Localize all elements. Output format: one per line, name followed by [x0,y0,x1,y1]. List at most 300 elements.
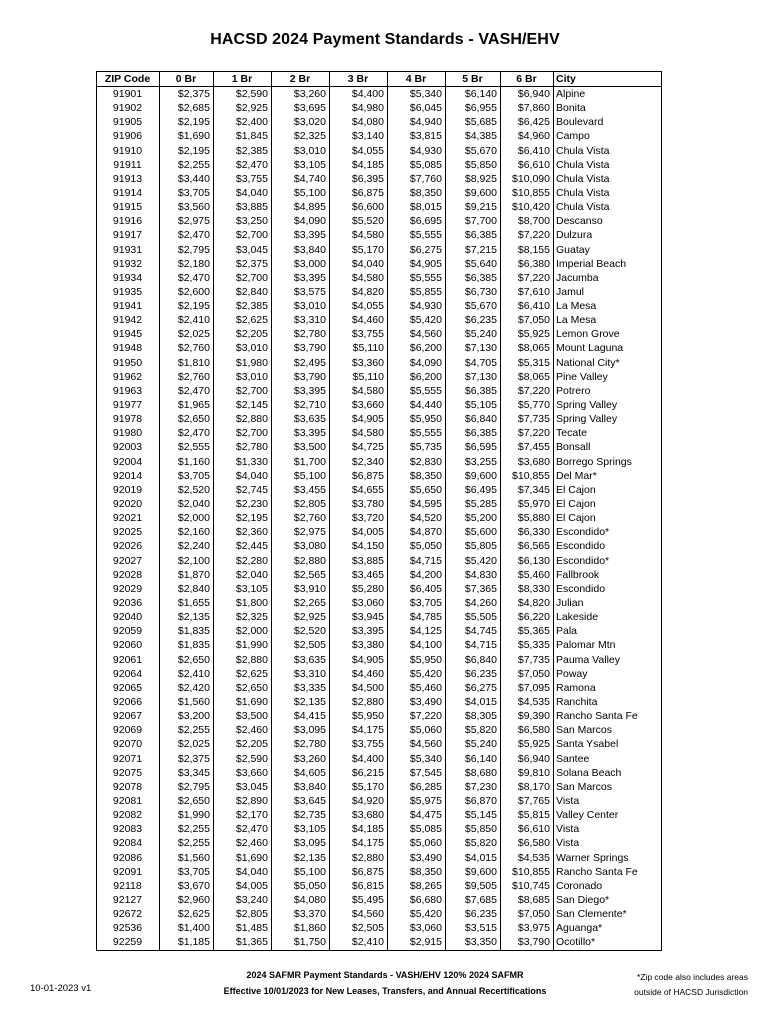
cell-rent-2br: $2,565 [272,568,330,582]
cell-rent-5br: $6,385 [446,271,501,285]
cell-zip: 91935 [97,285,160,299]
cell-rent-6br: $6,565 [501,540,554,554]
table-row [97,837,662,851]
cell-rent-6br: $4,535 [501,851,554,865]
cell-rent-0br: $3,670 [160,879,214,893]
cell-zip: 92672 [97,907,160,921]
cell-city: Chula Vista [554,186,662,200]
cell-zip: 92075 [97,766,160,780]
cell-rent-1br: $2,000 [214,624,272,638]
cell-rent-4br: $4,560 [388,328,446,342]
cell-rent-0br: $2,255 [160,158,214,172]
cell-rent-4br: $5,060 [388,837,446,851]
cell-rent-6br: $3,790 [501,936,554,951]
cell-rent-6br: $6,380 [501,257,554,271]
cell-zip: 91945 [97,328,160,342]
cell-rent-6br: $8,065 [501,342,554,356]
cell-rent-3br: $6,215 [330,766,388,780]
cell-rent-6br: $7,610 [501,285,554,299]
cell-rent-2br: $4,415 [272,709,330,723]
footnote-line-1: *Zip code also includes areas [636,972,748,982]
cell-rent-1br: $2,650 [214,681,272,695]
cell-city: Ranchita [554,695,662,709]
cell-rent-5br: $7,215 [446,243,501,257]
cell-city: Pauma Valley [554,653,662,667]
cell-rent-0br: $3,705 [160,469,214,483]
cell-rent-3br: $2,880 [330,695,388,709]
cell-rent-5br: $6,385 [446,229,501,243]
cell-rent-0br: $2,375 [160,752,214,766]
cell-rent-1br: $2,400 [214,115,272,129]
cell-rent-3br: $4,560 [330,907,388,921]
cell-rent-4br: $8,015 [388,200,446,214]
cell-rent-2br: $3,000 [272,257,330,271]
cell-rent-5br: $5,600 [446,526,501,540]
cell-rent-2br: $3,335 [272,681,330,695]
cell-zip: 91942 [97,313,160,327]
cell-zip: 92040 [97,610,160,624]
table-row [97,257,662,271]
cell-rent-1br: $2,385 [214,299,272,313]
cell-rent-6br: $7,050 [501,907,554,921]
cell-rent-4br: $4,930 [388,299,446,313]
cell-rent-0br: $2,135 [160,610,214,624]
cell-rent-4br: $4,785 [388,610,446,624]
table-row [97,653,662,667]
cell-city: Chula Vista [554,172,662,186]
cell-zip: 91980 [97,427,160,441]
cell-rent-1br: $2,280 [214,554,272,568]
cell-rent-0br: $2,650 [160,653,214,667]
cell-rent-1br: $3,045 [214,780,272,794]
cell-rent-5br: $5,240 [446,328,501,342]
cell-rent-4br: $5,085 [388,158,446,172]
cell-rent-2br: $1,700 [272,455,330,469]
cell-zip: 92067 [97,709,160,723]
cell-rent-6br: $4,960 [501,130,554,144]
table-row [97,356,662,370]
payment-standards-table [96,71,662,951]
cell-rent-2br: $2,780 [272,738,330,752]
cell-rent-2br: $3,095 [272,837,330,851]
cell-city: Bonsall [554,441,662,455]
cell-zip: 91978 [97,412,160,426]
cell-city: Santa Ysabel [554,738,662,752]
cell-rent-5br: $3,255 [446,455,501,469]
table-row [97,752,662,766]
cell-rent-5br: $6,235 [446,907,501,921]
cell-city: Vista [554,794,662,808]
cell-rent-3br: $4,655 [330,483,388,497]
cell-rent-5br: $6,140 [446,752,501,766]
cell-rent-4br: $4,905 [388,257,446,271]
table-row [97,596,662,610]
cell-rent-1br: $2,360 [214,526,272,540]
cell-rent-5br: $5,820 [446,723,501,737]
cell-rent-1br: $3,500 [214,709,272,723]
cell-zip: 92061 [97,653,160,667]
cell-rent-5br: $4,705 [446,356,501,370]
cell-rent-0br: $2,975 [160,214,214,228]
cell-rent-3br: $3,755 [330,328,388,342]
cell-city: Ramona [554,681,662,695]
cell-rent-4br: $6,275 [388,243,446,257]
cell-rent-1br: $2,230 [214,497,272,511]
cell-rent-2br: $3,840 [272,780,330,794]
cell-rent-1br: $2,325 [214,610,272,624]
cell-rent-2br: $3,635 [272,412,330,426]
cell-rent-6br: $7,860 [501,101,554,115]
table-row [97,780,662,794]
cell-rent-3br: $3,680 [330,808,388,822]
cell-rent-0br: $2,410 [160,667,214,681]
cell-rent-0br: $2,470 [160,427,214,441]
cell-city: Spring Valley [554,412,662,426]
cell-rent-2br: $3,010 [272,144,330,158]
cell-rent-0br: $2,040 [160,497,214,511]
cell-rent-6br: $10,855 [501,186,554,200]
table-row [97,709,662,723]
cell-zip: 92070 [97,738,160,752]
cell-rent-6br: $8,155 [501,243,554,257]
cell-rent-1br: $2,205 [214,738,272,752]
cell-rent-6br: $6,410 [501,144,554,158]
cell-rent-3br: $5,170 [330,780,388,794]
cell-zip: 92026 [97,540,160,554]
cell-rent-3br: $3,380 [330,639,388,653]
table-row [97,144,662,158]
cell-rent-4br: $7,545 [388,766,446,780]
cell-rent-1br: $2,745 [214,483,272,497]
column-header-3br: 3 Br [330,72,388,87]
table-row [97,130,662,144]
cell-rent-4br: $5,420 [388,667,446,681]
table-row [97,893,662,907]
cell-rent-4br: $4,475 [388,808,446,822]
cell-rent-6br: $6,410 [501,299,554,313]
cell-rent-6br: $4,535 [501,695,554,709]
cell-city: Santee [554,752,662,766]
cell-rent-0br: $3,200 [160,709,214,723]
cell-rent-0br: $2,410 [160,313,214,327]
cell-rent-4br: $4,200 [388,568,446,582]
cell-zip: 92060 [97,639,160,653]
table-row [97,342,662,356]
cell-rent-0br: $2,025 [160,738,214,752]
cell-rent-4br: $5,050 [388,540,446,554]
cell-zip: 91931 [97,243,160,257]
cell-rent-5br: $6,870 [446,794,501,808]
cell-rent-6br: $5,880 [501,511,554,525]
cell-city: Jamul [554,285,662,299]
cell-zip: 92014 [97,469,160,483]
cell-rent-4br: $7,220 [388,709,446,723]
cell-city: Boulevard [554,115,662,129]
cell-city: Escondido* [554,526,662,540]
cell-rent-1br: $1,365 [214,936,272,951]
cell-rent-3br: $3,885 [330,554,388,568]
cell-city: Bonita [554,101,662,115]
cell-rent-6br: $7,735 [501,653,554,667]
cell-zip: 91977 [97,398,160,412]
cell-rent-1br: $1,690 [214,851,272,865]
cell-city: Solana Beach [554,766,662,780]
cell-rent-5br: $6,385 [446,427,501,441]
cell-rent-3br: $4,150 [330,540,388,554]
cell-rent-1br: $3,240 [214,893,272,907]
cell-rent-2br: $3,105 [272,822,330,836]
cell-rent-1br: $3,010 [214,342,272,356]
cell-rent-5br: $4,385 [446,130,501,144]
cell-rent-4br: $5,975 [388,794,446,808]
cell-rent-4br: $4,560 [388,738,446,752]
cell-rent-2br: $1,750 [272,936,330,951]
cell-zip: 92028 [97,568,160,582]
cell-rent-3br: $4,460 [330,313,388,327]
cell-rent-1br: $2,780 [214,441,272,455]
cell-rent-3br: $6,600 [330,200,388,214]
column-header-2br: 2 Br [272,72,330,87]
cell-rent-1br: $1,990 [214,639,272,653]
cell-rent-4br: $4,715 [388,554,446,568]
cell-rent-1br: $2,625 [214,667,272,681]
cell-rent-4br: $5,420 [388,907,446,921]
cell-rent-0br: $2,375 [160,87,214,102]
cell-rent-0br: $2,255 [160,822,214,836]
cell-rent-2br: $3,645 [272,794,330,808]
cell-zip: 92069 [97,723,160,737]
cell-rent-3br: $4,580 [330,427,388,441]
cell-rent-6br: $4,820 [501,596,554,610]
cell-rent-0br: $2,795 [160,780,214,794]
cell-rent-6br: $8,170 [501,780,554,794]
cell-rent-6br: $7,050 [501,313,554,327]
cell-rent-6br: $8,330 [501,582,554,596]
cell-rent-2br: $3,310 [272,313,330,327]
cell-rent-1br: $2,700 [214,271,272,285]
cell-rent-2br: $1,860 [272,921,330,935]
cell-zip: 91948 [97,342,160,356]
cell-rent-3br: $4,980 [330,101,388,115]
cell-rent-0br: $2,255 [160,723,214,737]
column-header-city: City [554,72,662,87]
cell-rent-0br: $2,795 [160,243,214,257]
cell-rent-6br: $7,050 [501,667,554,681]
cell-rent-6br: $6,580 [501,837,554,851]
cell-city: Alpine [554,87,662,102]
cell-rent-2br: $3,790 [272,342,330,356]
cell-rent-0br: $2,100 [160,554,214,568]
cell-rent-0br: $2,760 [160,370,214,384]
cell-rent-4br: $3,815 [388,130,446,144]
cell-rent-2br: $3,080 [272,540,330,554]
cell-rent-2br: $3,575 [272,285,330,299]
cell-rent-0br: $3,705 [160,865,214,879]
cell-zip: 92066 [97,695,160,709]
cell-rent-4br: $5,555 [388,229,446,243]
footnote [608,970,748,1000]
table-row [97,115,662,129]
cell-rent-3br: $4,725 [330,441,388,455]
cell-rent-0br: $2,195 [160,144,214,158]
cell-rent-4br: $4,930 [388,144,446,158]
cell-rent-6br: $6,130 [501,554,554,568]
cell-rent-2br: $5,100 [272,186,330,200]
cell-rent-2br: $3,395 [272,384,330,398]
cell-rent-4br: $4,520 [388,511,446,525]
cell-rent-1br: $2,890 [214,794,272,808]
cell-rent-6br: $7,220 [501,384,554,398]
cell-rent-3br: $6,395 [330,172,388,186]
cell-rent-4br: $5,555 [388,427,446,441]
cell-rent-1br: $2,700 [214,229,272,243]
cell-city: San Marcos [554,723,662,737]
cell-rent-6br: $6,220 [501,610,554,624]
cell-rent-4br: $6,680 [388,893,446,907]
cell-rent-4br: $4,595 [388,497,446,511]
cell-zip: 92084 [97,837,160,851]
cell-rent-3br: $4,400 [330,752,388,766]
cell-city: Rancho Santa Fe [554,709,662,723]
cell-rent-3br: $4,500 [330,681,388,695]
cell-rent-4br: $5,555 [388,384,446,398]
cell-rent-6br: $6,940 [501,752,554,766]
cell-rent-5br: $8,680 [446,766,501,780]
cell-rent-3br: $6,875 [330,865,388,879]
table-row [97,526,662,540]
cell-rent-0br: $1,810 [160,356,214,370]
cell-city: Campo [554,130,662,144]
cell-rent-3br: $4,820 [330,285,388,299]
cell-city: Chula Vista [554,200,662,214]
cell-rent-3br: $6,815 [330,879,388,893]
cell-rent-0br: $2,420 [160,681,214,695]
cell-rent-5br: $6,495 [446,483,501,497]
cell-rent-4br: $8,350 [388,186,446,200]
table-row [97,313,662,327]
cell-zip: 92091 [97,865,160,879]
cell-rent-2br: $2,325 [272,130,330,144]
table-row [97,427,662,441]
cell-rent-5br: $9,505 [446,879,501,893]
cell-city: El Cajon [554,483,662,497]
cell-city: Guatay [554,243,662,257]
cell-rent-5br: $9,600 [446,865,501,879]
cell-rent-6br: $9,810 [501,766,554,780]
cell-rent-2br: $2,135 [272,695,330,709]
cell-rent-6br: $5,970 [501,497,554,511]
cell-rent-2br: $2,780 [272,328,330,342]
cell-zip: 91911 [97,158,160,172]
cell-rent-1br: $2,375 [214,257,272,271]
cell-zip: 91950 [97,356,160,370]
cell-rent-6br: $8,685 [501,893,554,907]
cell-rent-0br: $1,560 [160,695,214,709]
cell-city: Descanso [554,214,662,228]
cell-zip: 92064 [97,667,160,681]
cell-rent-1br: $2,460 [214,723,272,737]
cell-rent-3br: $5,110 [330,370,388,384]
cell-rent-2br: $3,635 [272,653,330,667]
cell-city: Julian [554,596,662,610]
table-row [97,624,662,638]
cell-rent-5br: $7,130 [446,370,501,384]
footer-line-1: 2024 SAFMR Payment Standards - VASH/EHV 120% 2024 SAFMR [246,970,524,980]
cell-rent-0br: $3,705 [160,186,214,200]
cell-rent-3br: $5,110 [330,342,388,356]
cell-rent-0br: $2,240 [160,540,214,554]
cell-rent-3br: $4,905 [330,653,388,667]
cell-city: Valley Center [554,808,662,822]
cell-city: Lakeside [554,610,662,624]
cell-rent-2br: $4,895 [272,200,330,214]
column-header-1br: 1 Br [214,72,272,87]
cell-rent-2br: $3,695 [272,101,330,115]
cell-rent-3br: $3,395 [330,624,388,638]
table-header-row [97,72,662,87]
cell-zip: 92086 [97,851,160,865]
cell-rent-2br: $2,495 [272,356,330,370]
cell-rent-4br: $5,060 [388,723,446,737]
cell-rent-4br: $8,350 [388,469,446,483]
cell-rent-4br: $3,490 [388,851,446,865]
cell-rent-6br: $6,425 [501,115,554,129]
cell-city: Pala [554,624,662,638]
cell-rent-2br: $4,090 [272,214,330,228]
cell-rent-2br: $2,805 [272,497,330,511]
cell-city: Ocotillo* [554,936,662,951]
cell-zip: 91906 [97,130,160,144]
cell-rent-6br: $5,925 [501,328,554,342]
cell-city: Pine Valley [554,370,662,384]
cell-rent-3br: $3,060 [330,596,388,610]
cell-rent-4br: $4,125 [388,624,446,638]
cell-rent-4br: $6,045 [388,101,446,115]
cell-rent-4br: $3,060 [388,921,446,935]
cell-zip: 92020 [97,497,160,511]
cell-rent-1br: $2,880 [214,412,272,426]
cell-rent-6br: $8,065 [501,370,554,384]
cell-zip: 92003 [97,441,160,455]
cell-city: Escondido [554,582,662,596]
cell-rent-5br: $6,385 [446,384,501,398]
table-row [97,568,662,582]
cell-rent-5br: $5,820 [446,837,501,851]
cell-rent-2br: $3,840 [272,243,330,257]
cell-rent-3br: $6,875 [330,469,388,483]
cell-rent-2br: $3,310 [272,667,330,681]
cell-rent-3br: $3,660 [330,398,388,412]
cell-rent-0br: $2,000 [160,511,214,525]
cell-rent-5br: $5,240 [446,738,501,752]
cell-rent-0br: $2,255 [160,837,214,851]
cell-rent-6br: $6,610 [501,822,554,836]
cell-zip: 91917 [97,229,160,243]
table-body [97,87,662,951]
table-row [97,695,662,709]
cell-rent-5br: $4,745 [446,624,501,638]
cell-zip: 92082 [97,808,160,822]
cell-rent-3br: $4,040 [330,257,388,271]
cell-rent-4br: $5,085 [388,822,446,836]
cell-rent-6br: $7,095 [501,681,554,695]
cell-city: Poway [554,667,662,681]
cell-zip: 92081 [97,794,160,808]
cell-rent-4br: $6,285 [388,780,446,794]
table-row [97,808,662,822]
cell-rent-5br: $4,015 [446,695,501,709]
cell-rent-5br: $6,840 [446,412,501,426]
